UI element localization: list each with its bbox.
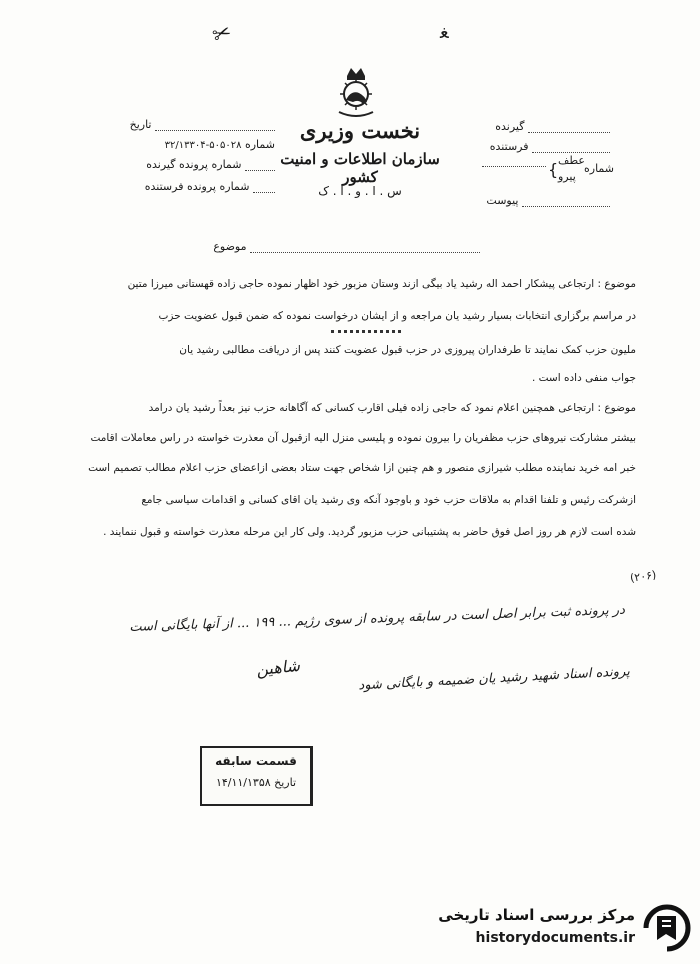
- letterhead-subtitle: سازمان اطلاعات و امنیت کشور: [280, 150, 440, 186]
- top-corner-mark: ✂: [209, 19, 236, 50]
- body-line-8: ازشرکت رئیس و تلفنا اقدام به ملاقات حزب خود و باوجود آنکه وی رشید یان اقای کسانی و اقدامات سیاسی جامع: [141, 494, 636, 506]
- margin-note: (۲۰۶): [629, 568, 658, 585]
- handwritten-note-line-1: در پرونده ثبت برابر اصل است در سابقه پرونده از سوی رژیم ... ۱۹۹ ... از آنها بایگانی است: [129, 602, 626, 635]
- body-line-3: ملیون حزب کمک نمایند تا طرفداران پیروزی در حزب قبول عضویت کنند پس از دریافت مطالبی رشید یان: [179, 344, 636, 356]
- top-center-mark: ﻐ: [440, 22, 449, 43]
- body-line-5: موضوع : ارتجاعی همچنین اعلام نمود که حاجی زاده فیلی اقارب کسانی که آگاهانه حزب نیز بعداً رشید یان درامد: [148, 402, 636, 414]
- subject-field: [200, 240, 480, 253]
- recipient-label: گیرنده: [495, 120, 525, 133]
- stamp-line-1: قسمت سابقه: [215, 754, 297, 768]
- body-line-2: در مراسم برگزاری انتخابات بسیار رشید یان مراجعه و از ایشان درخواست نموده که ضمن قبول عضویت حزب: [158, 310, 636, 322]
- body-line-9: شده است لازم هر روز اصل فوق حاضر به پشتیبانی حزب مزبور گردید. ولی کار این مرحله معذرت خواسته و قبول ننمایند .: [103, 526, 636, 538]
- recipient-number-field: [130, 158, 275, 171]
- sender-label: فرستنده: [489, 140, 529, 153]
- body-line-6: بیشتر مشارکت نیروهای حزب مظفریان را بیرون نموده و پلیسی منزل الیه ازقبول آن معذرت خواسته در راس معاملات اقامت: [90, 432, 636, 444]
- sender-field: [480, 140, 610, 153]
- stamp-line-2: تاریخ ۱۴/۱۱/۱۳۵۸: [215, 776, 297, 789]
- recipient-field: [480, 120, 610, 133]
- attachment-label: پیوست: [486, 194, 519, 207]
- letterhead-code: س . ا . و . ا . ک: [318, 184, 402, 198]
- body-line-4: جواب منفی داده است .: [531, 372, 636, 384]
- sender-number-field: [130, 180, 275, 193]
- number-sub-bottom-label: پیرو: [558, 170, 576, 183]
- body-line-7: خبر امه خرید نماینده مطلب شیرازی منصور و هم چنین ازا شخاص جهت ستاد بعضی ازاعضای حزب اعلام مطالب تصمیم است: [88, 462, 636, 474]
- number-label-left: شماره: [244, 138, 275, 151]
- number-value: ۳۲/۱۳۳۰۴-۵۰۵۰۲۸: [164, 140, 242, 151]
- sender-number-label: شماره پرونده فرستنده: [144, 180, 250, 193]
- letterhead-title: نخست وزیری: [299, 118, 421, 143]
- number-label-right: شماره: [584, 162, 615, 175]
- footer-org-name: مرکز بررسی اسناد تاریخی: [438, 906, 635, 924]
- footer-url: historydocuments.ir: [475, 930, 635, 946]
- footer-watermark: [410, 900, 695, 960]
- recipient-number-label: شماره پرونده گیرنده: [146, 158, 242, 171]
- archive-stamp: [200, 746, 313, 806]
- handwritten-note-line-2: پرونده اسناد شهید رشید یان ضمیمه و بایگانی شود: [358, 664, 631, 694]
- body-line-1: موضوع : ارتجاعی پیشکار احمد اله رشید یاد بیگی ازند وستان مزبور خود اظهار نموده حاجی زاده قهستانی میرزا متین: [127, 278, 636, 290]
- lion-and-sun-emblem-icon: [333, 66, 379, 118]
- handwritten-signature: شاهین: [255, 655, 301, 680]
- date-label: تاریخ: [129, 118, 152, 131]
- scanned-document-page: ✂ ﻐ نخست وزیری سازمان اطلاعات و امنیت کشور س . ا . و . ا . ک گیرنده فرستنده { عطف پیرو شماره پیوست تاریخ ۳۲/۱۳۳۰۴-۵۰۵۰۲۸ شماره شماره پرونده گیرنده شماره پرونده فرستنده موضوع موضوع : ارتجاعی پیشکار احمد اله رشید یاد بیگی ازند وستان مزبور خود اظهار نموده حاجی زاده قهستانی میرزا متین در مراسم برگزاری انتخابات بسیار رشید یان مراجعه و از ایشان درخواست نموده که ضمن قبول عضویت حزب ملیون حزب کمک نمایند تا طرفداران پیروزی در حزب قبول عضویت کنند پس از دریافت مطالبی رشید یان جواب منفی داده است . موضوع : ارتجاعی همچنین اعلام نمود که حاجی زاده فیلی اقارب کسانی که آگاهانه حزب نیز بعداً رشید یان درامد بیشتر مشارکت نیروهای حزب مظفریان را بیرون نموده و پلیسی منزل الیه ازقبول آن معذرت خواسته در راس معاملات اقامت خبر امه خرید نماینده مطلب شیرازی منصور و هم چنین ازا شخاص جهت ستاد بعضی ازاعضای حزب اعلام مطالب تصمیم است ازشرکت رئیس و تلفنا اقدام به ملاقات حزب خود و باوجود آنکه وی رشید یان اقای کسانی و اقدامات سیاسی جامع شده است لازم هر روز اصل فوق حاضر به پشتیبانی حزب مزبور گردید. ولی کار این مرحله معذرت خواسته و قبول ننمایند . (۲۰۶) در پرونده ثبت برابر اصل است در سابقه پرونده از سوی رژیم ... ۱۹۹ ... از آنها بایگانی است شاهین پرونده اسناد شهید رشید یان ضمیمه و بایگانی شود قسمت سابقه تاریخ ۱۴/۱۱/۱۳۵۸ مرکز بررسی اسناد تاریخی historydocuments.ir: [0, 0, 700, 964]
- date-field: [110, 118, 275, 131]
- number-field-left: [100, 138, 275, 151]
- attachment-field: [480, 194, 610, 207]
- underline-mark: [331, 330, 401, 333]
- archive-logo-icon: [642, 902, 692, 954]
- subject-label: موضوع: [213, 240, 247, 253]
- letter-body: [46, 272, 636, 572]
- number-sub-top-label: عطف: [558, 154, 585, 167]
